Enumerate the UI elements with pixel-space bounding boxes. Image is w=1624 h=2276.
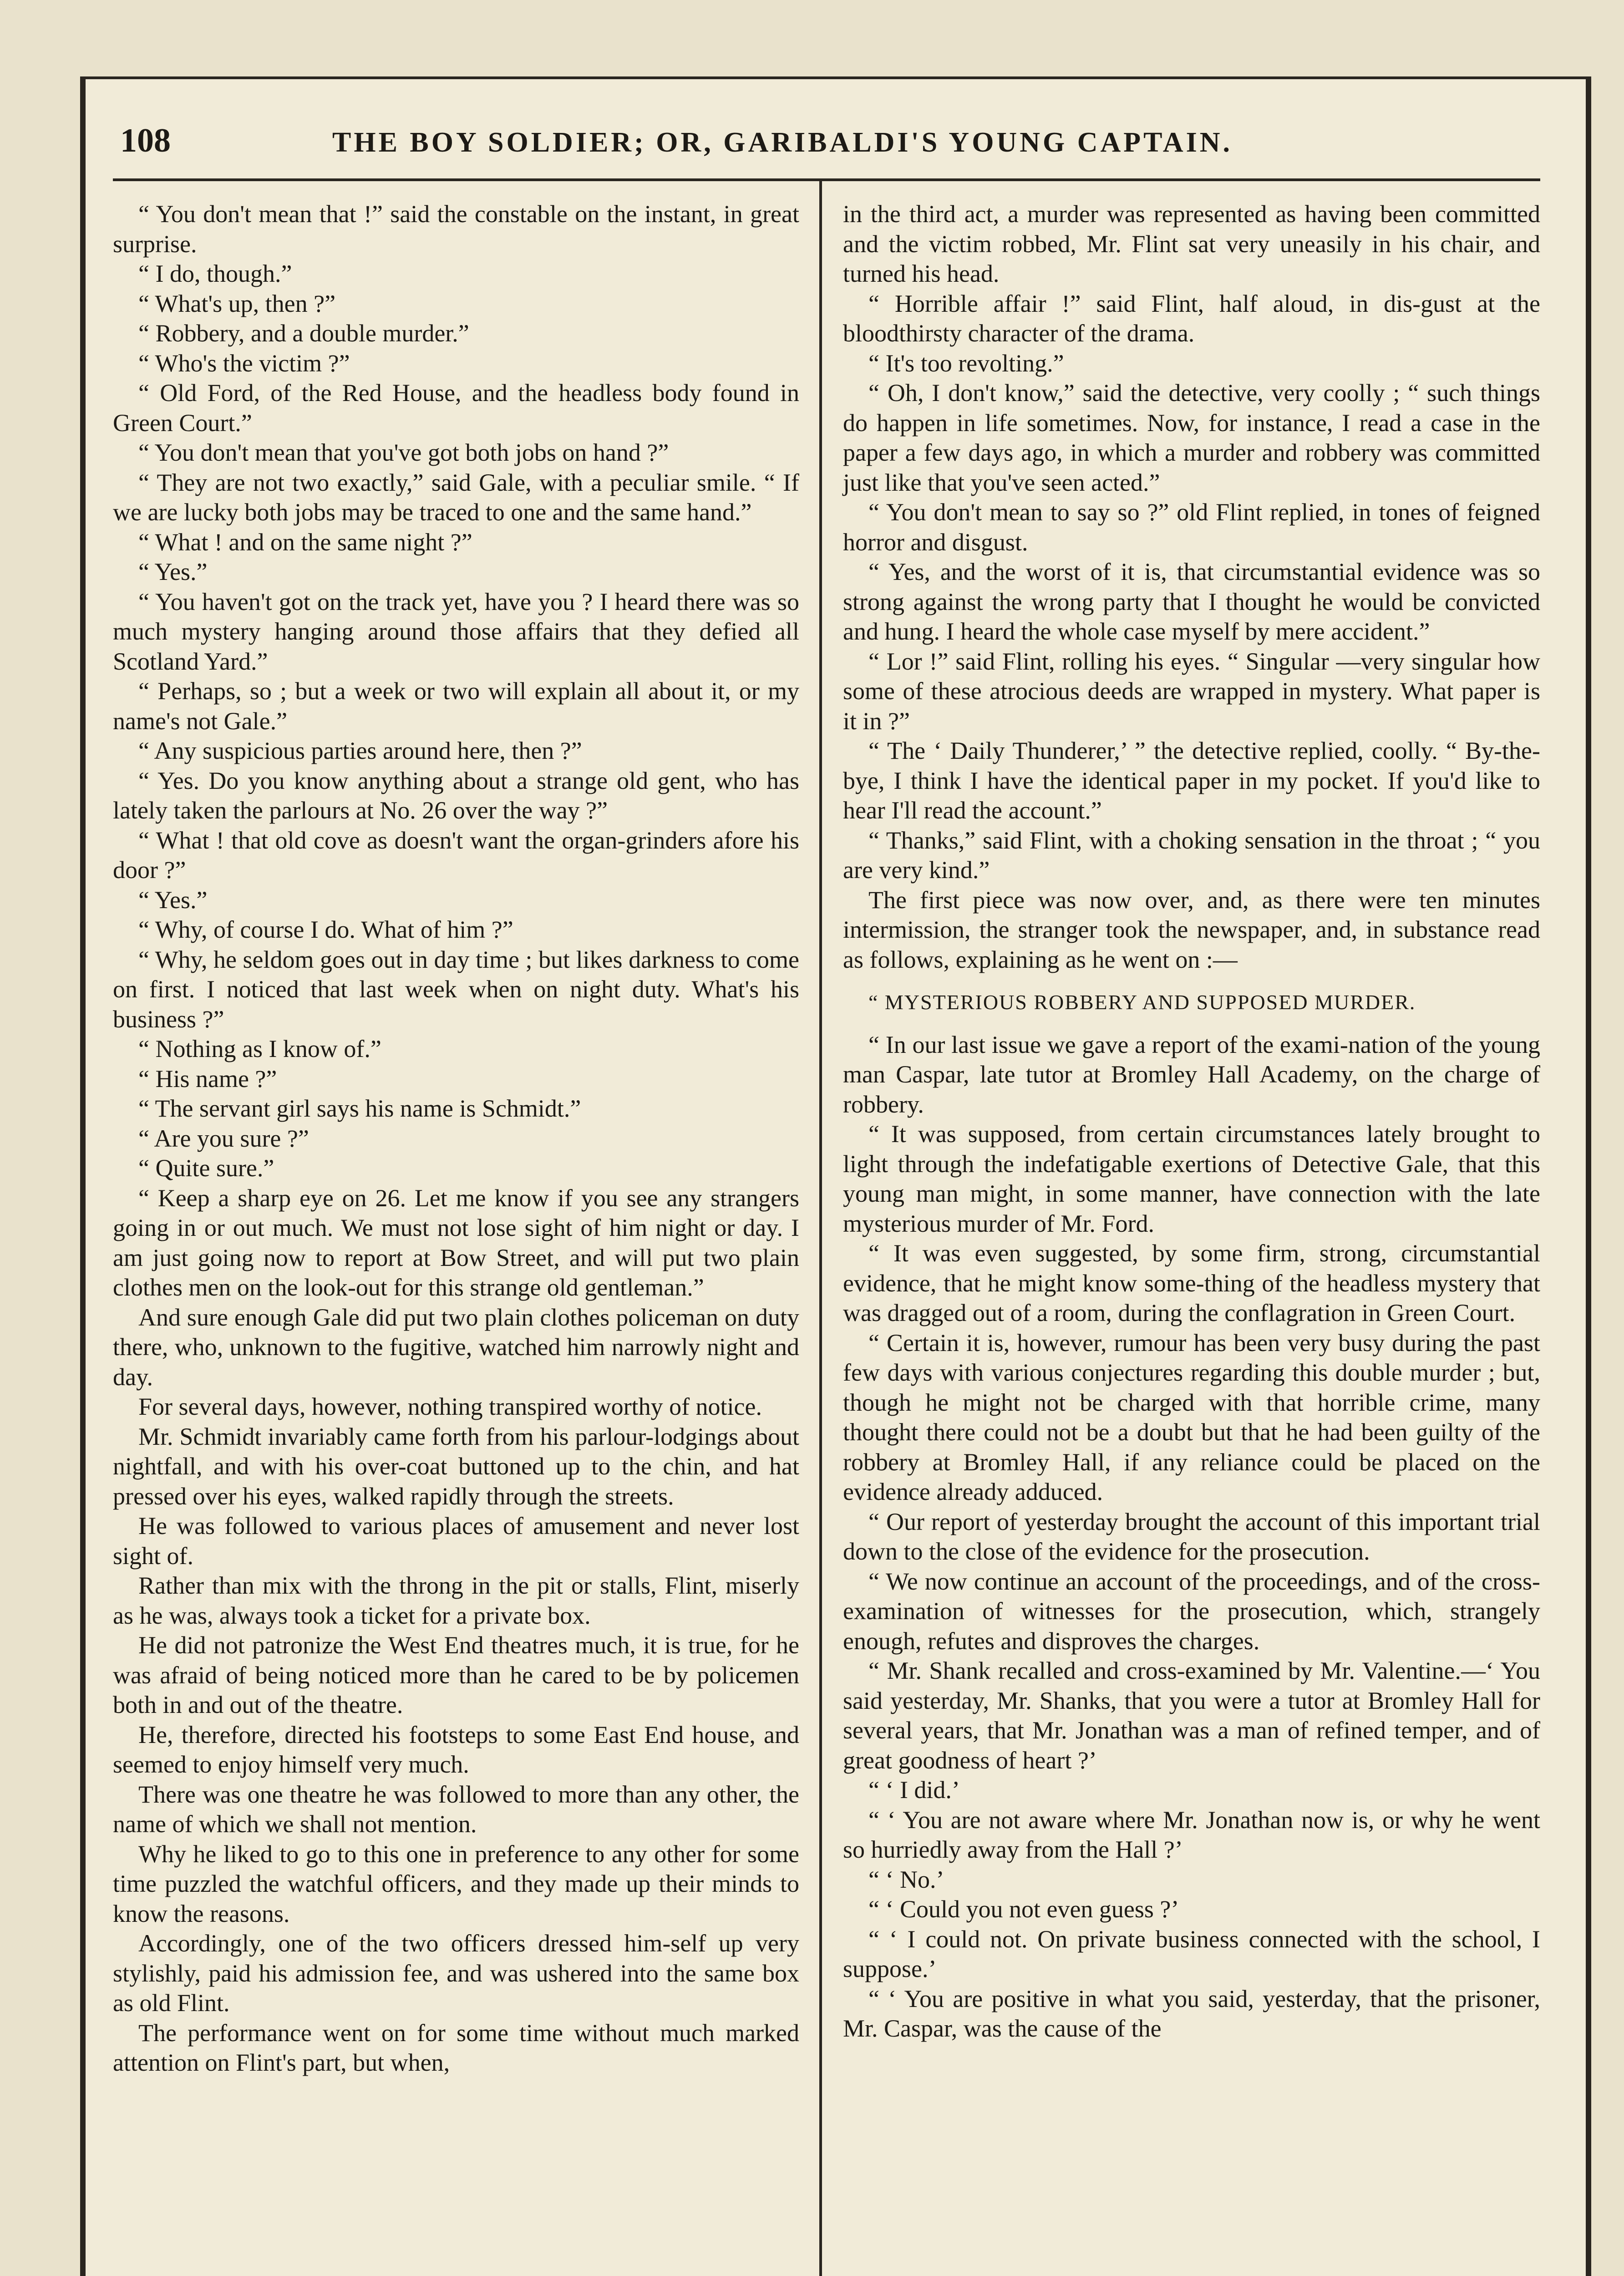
right-column-paragraphs-after <box>843 1030 1540 2044</box>
paragraph: “ ‘ You are not aware where Mr. Jonathan now is, or why he went so hurriedly away from the Hall ?’ <box>843 1806 1540 1863</box>
paragraph: “ Nothing as I know of.” <box>138 1035 381 1062</box>
paragraph: “ Old Ford, of the Red House, and the headless body found in Green Court.” <box>113 379 799 437</box>
paragraph: “ I do, though.” <box>138 260 292 287</box>
paragraph: “ Any suspicious parties around here, then ?” <box>138 737 582 764</box>
paragraph: Rather than mix with the throng in the pit or stalls, Flint, miserly as he was, always took a ticket for a private box. <box>113 1572 799 1629</box>
paragraph: “ ‘ Could you not even guess ?’ <box>868 1895 1179 1923</box>
paragraph: He was followed to various places of amusement and never lost sight of. <box>113 1512 799 1570</box>
paragraph: Mr. Schmidt invariably came forth from his parlour-lodgings about nightfall, and with his over-coat buttoned up to the chin, and hat pressed over his eyes, walked rapidly through the streets. <box>113 1422 799 1510</box>
paragraph: “ Are you sure ?” <box>138 1124 309 1152</box>
paragraph: “ The ‘ Daily Thunderer,’ ” the detective replied, coolly. “ By-the-bye, I think I have the identical paper in my pocket. If you'd like to hear I'll read the account.” <box>843 737 1540 824</box>
paragraph: “ We now continue an account of the proceedings, and of the cross-examination of witnesses for the prosecution, which, strangely enough, refutes and disproves the charges. <box>843 1567 1540 1655</box>
paragraph: “ ‘ No.’ <box>868 1865 944 1893</box>
paragraph: in the third act, a murder was represented as having been committed and the victim robbed, Mr. Flint sat very uneasily in his chair, and turned his head. <box>843 200 1540 287</box>
paragraph: “ Mr. Shank recalled and cross-examined by Mr. Valentine.—‘ You said yesterday, Mr. Shanks, that you were a tutor at Bromley Hall for several years, that Mr. Jonathan was a man of refined temper, and of great goodness of heart ?’ <box>843 1657 1540 1774</box>
paragraph: “ You don't mean that !” said the constable on the instant, in great surprise. <box>113 200 799 258</box>
left-column <box>113 199 799 2078</box>
paragraph: “ Horrible affair !” said Flint, half aloud, in dis-gust at the bloodthirsty character of the drama. <box>843 290 1540 347</box>
paragraph: The performance went on for some time without much marked attention on Flint's part, but when, <box>113 2019 799 2076</box>
paragraph: He, therefore, directed his footsteps to some East End house, and seemed to enjoy himself very much. <box>113 1721 799 1778</box>
paragraph: “ In our last issue we gave a report of the exami-nation of the young man Caspar, late tutor at Bromley Hall Academy, on the charge of robbery. <box>843 1031 1540 1118</box>
paragraph: Accordingly, one of the two officers dressed him-self up very stylishly, paid his admission fee, and was ushered into the same box as old Flint. <box>113 1930 799 2017</box>
paragraph: “ Robbery, and a double murder.” <box>138 320 469 347</box>
paragraph: “ Lor !” said Flint, rolling his eyes. “ Singular —very singular how some of these atrocious deeds are wrapped in mystery. What paper is it in ?” <box>843 647 1540 735</box>
paragraph: “ Yes. Do you know anything about a strange old gent, who has lately taken the parlours at No. 26 over the way ?” <box>113 767 799 824</box>
paragraph: “ Why, of course I do. What of him ?” <box>138 916 513 943</box>
paragraph: “ Why, he seldom goes out in day time ; but likes darkness to come on first. I noticed that last week when on night duty. What's his business ?” <box>113 945 799 1033</box>
paragraph: “ They are not two exactly,” said Gale, with a peculiar smile. “ If we are lucky both jobs may be traced to one and the same hand.” <box>113 468 799 526</box>
column-divider <box>819 181 822 2276</box>
paragraph: “ Thanks,” said Flint, with a choking sensation in the throat ; “ you are very kind.” <box>843 826 1540 884</box>
paragraph: “ Who's the victim ?” <box>138 349 350 377</box>
paragraph: “ His name ?” <box>138 1065 277 1092</box>
paragraph: “ You haven't got on the track yet, have you ? I heard there was so much mystery hanging around those affairs that they defied all Scotland Yard.” <box>113 588 799 675</box>
paragraph: “ What's up, then ?” <box>138 290 336 317</box>
paragraph: There was one theatre he was followed to more than any other, the name of which we shall not mention. <box>113 1780 799 1838</box>
paragraph: “ It was even suggested, by some firm, strong, circumstantial evidence, that he might know some-thing of the headless mystery that was dragged out of a room, during the conflagration in Green Court. <box>843 1240 1540 1326</box>
paragraph: “ Keep a sharp eye on 26. Let me know if you see any strangers going in or out much. We must not lose sight of him night or day. I am just going now to report at Bow Street, and will put two plain clothes men on the look-out for this strange old gentleman.” <box>113 1184 799 1301</box>
paragraph: “ What ! that old cove as doesn't want the organ-grinders afore his door ?” <box>113 826 799 884</box>
paragraph: “ Certain it is, however, rumour has been very busy during the past few days with various conjectures regarding this double murder ; but, though he might not be charged with that horrible crime, many thought there could not be a doubt but that he had been guilty of the robbery at Bromley Hall, if any reliance could be placed on the evidence already adduced. <box>843 1329 1540 1505</box>
paragraph: “ Yes.” <box>138 558 208 585</box>
running-title: THE BOY SOLDIER; OR, GARIBALDI'S YOUNG CAPTAIN. <box>332 127 1233 158</box>
paragraph: “ You don't mean to say so ?” old Flint replied, in tones of feigned horror and disgust. <box>843 498 1540 556</box>
paragraph: “ ‘ I did.’ <box>868 1776 960 1804</box>
paragraph: “ The servant girl says his name is Schmidt.” <box>138 1095 581 1122</box>
paragraph: “ Our report of yesterday brought the account of this important trial down to the close of the evidence for the prosecution. <box>843 1508 1540 1565</box>
paragraph: The first piece was now over, and, as there were ten minutes intermission, the stranger took the newspaper, and, in substance read as follows, explaining as he went on :— <box>843 886 1540 973</box>
section-heading: “ MYSTERIOUS ROBBERY AND SUPPOSED MURDER. <box>868 991 1416 1014</box>
paragraph: “ ‘ You are positive in what you said, yesterday, that the prisoner, Mr. Caspar, was the cause of the <box>843 1985 1540 2042</box>
paragraph: “ You don't mean that you've got both jobs on hand ?” <box>138 439 669 466</box>
paragraph: “ What ! and on the same night ?” <box>138 528 472 556</box>
paragraph: “ Yes.” <box>138 886 208 914</box>
paragraph: “ Yes, and the worst of it is, that circumstantial evidence was so strong against the wrong party that I thought he would be convicted and hung. I heard the whole case myself by mere accident.” <box>843 558 1540 645</box>
paragraph: And sure enough Gale did put two plain clothes policeman on duty there, who, unknown to the fugitive, watched him narrowly night and day. <box>113 1303 799 1391</box>
paragraph: “ ‘ I could not. On private business connected with the school, I suppose.’ <box>843 1925 1540 1982</box>
paragraph: “ It's too revolting.” <box>868 349 1064 377</box>
right-column <box>843 199 1540 2044</box>
paragraph: He did not patronize the West End theatres much, it is true, for he was afraid of being noticed more than he cared to be by policemen both in and out of the theatre. <box>113 1631 799 1718</box>
paragraph: “ It was supposed, from certain circumstances lately brought to light through the indefatigable exertions of Detective Gale, that this young man might, in some manner, have connection with the late mysterious murder of Mr. Ford. <box>843 1120 1540 1237</box>
paragraph: For several days, however, nothing transpired worthy of notice. <box>138 1393 762 1420</box>
paragraph: “ Perhaps, so ; but a week or two will explain all about it, or my name's not Gale.” <box>113 677 799 735</box>
header-rule <box>113 178 1540 181</box>
right-column-paragraphs-before <box>843 199 1540 975</box>
paragraph: “ Quite sure.” <box>138 1154 274 1182</box>
page-number: 108 <box>120 122 171 159</box>
paragraph: “ Oh, I don't know,” said the detective, very coolly ; “ such things do happen in life sometimes. Now, for instance, I read a case in the paper a few days ago, in which a murder and robbery was committed just like that you've seen acted.” <box>843 379 1540 496</box>
paragraph: Why he liked to go to this one in preference to any other for some time puzzled the watchful officers, and they made up their minds to know the reasons. <box>113 1840 799 1927</box>
